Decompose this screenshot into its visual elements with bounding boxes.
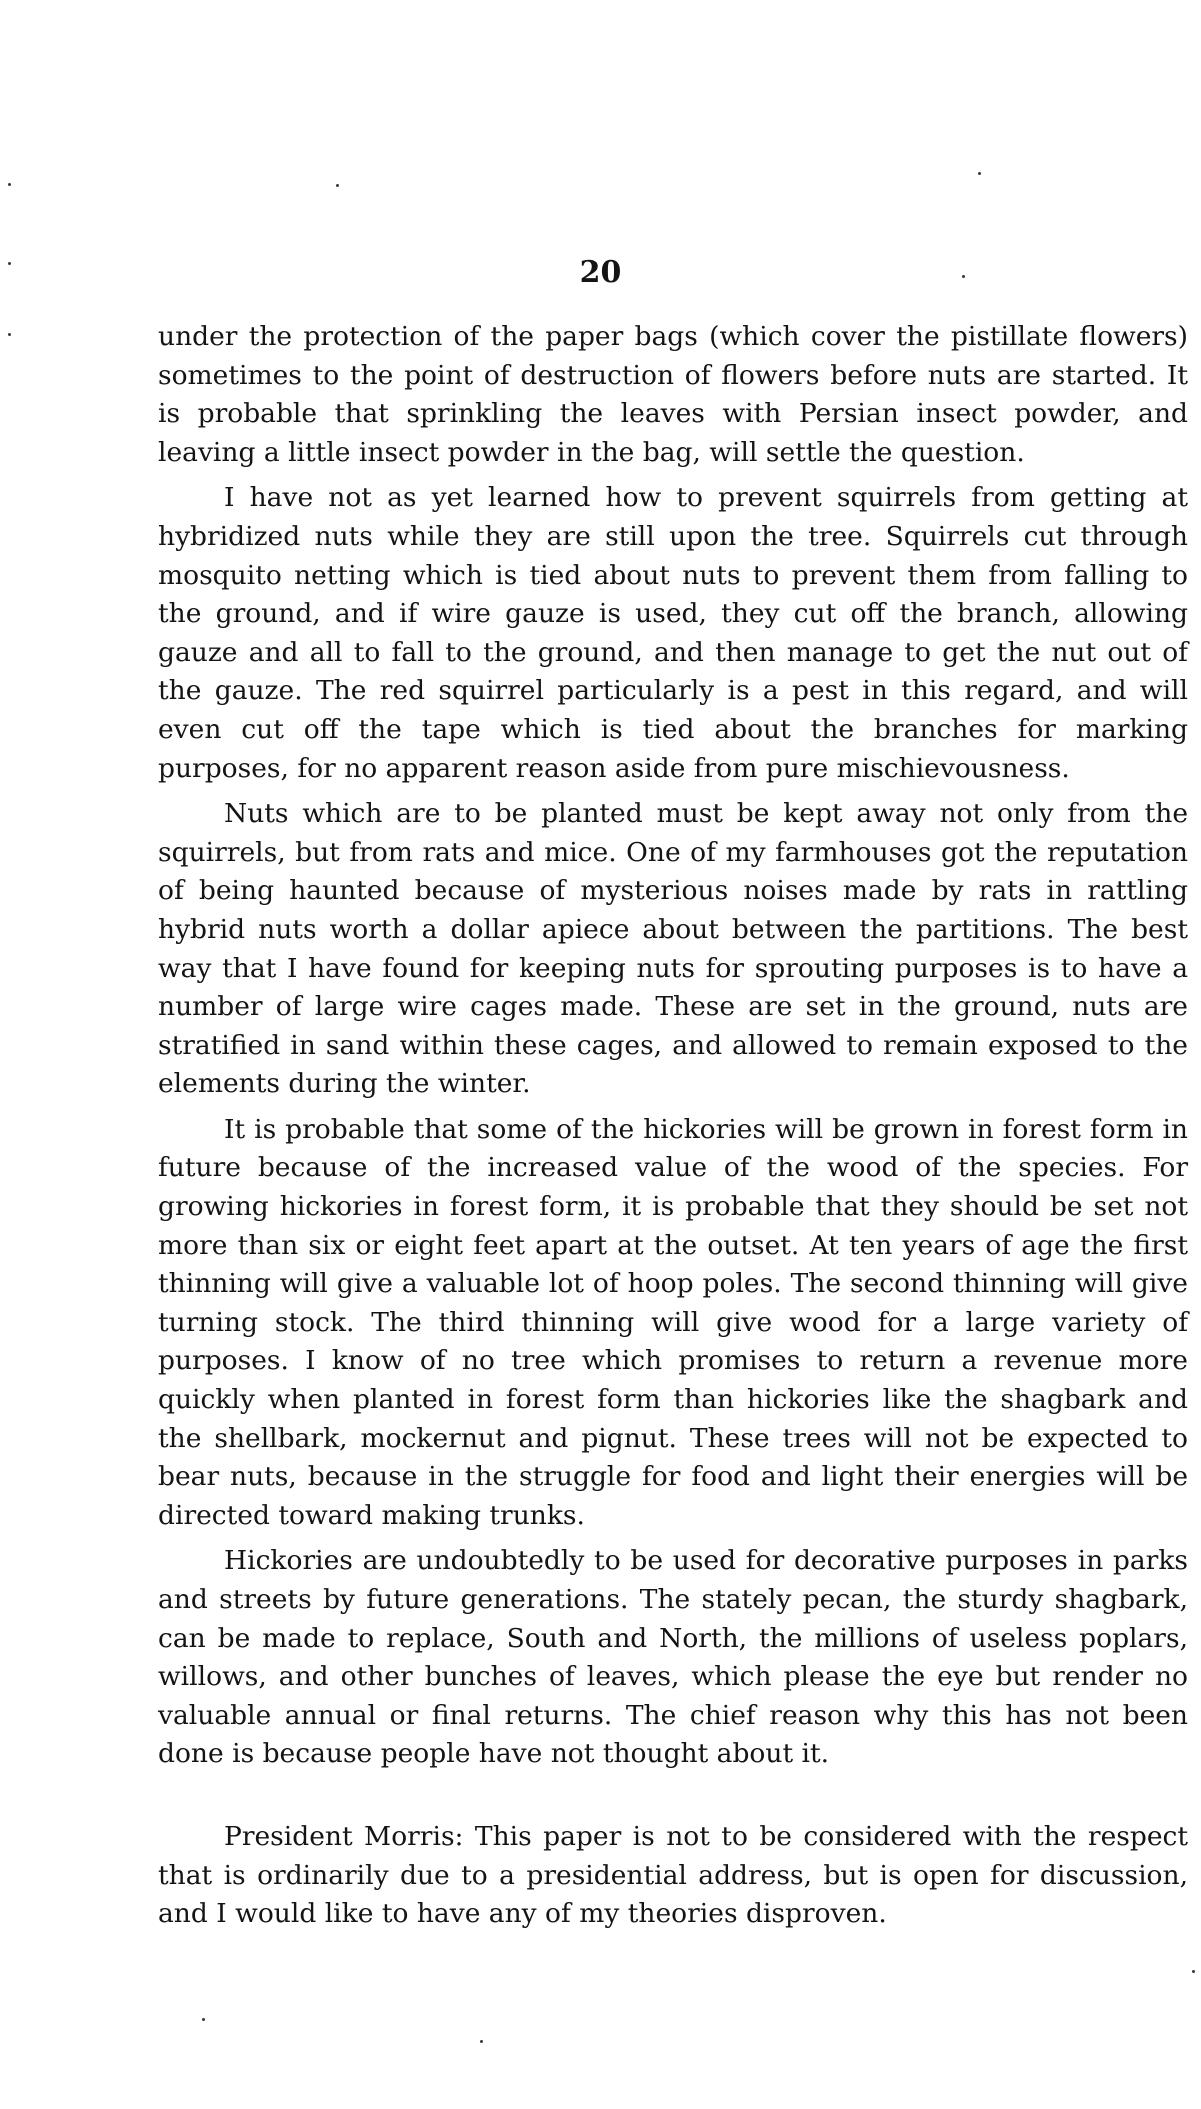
body-text — [158, 318, 1188, 1941]
scan-speck — [202, 2018, 205, 2021]
paragraph-continuation: under the protection of the paper bags (which cover the pistillate flowers) sometimes to the point of destruction of flowers before nuts are started. It is probable that sprinkling the leaves with Persian insect powder, and leaving a little insect powder in the bag, will settle the question. — [158, 321, 1188, 468]
scan-speck — [8, 333, 11, 336]
paragraph-squirrels: I have not as yet learned how to prevent squirrels from getting at hybridized nuts while they are still upon the tree. Squirrels cut through mosquito netting which is tied about nuts to prevent them from falling to the ground, and if wire gauze is used, they cut off the branch, allowing gauze and all to fall to the ground, and then manage to get the nut out of the gauze. The red squirrel particularly is a pest in this regard, and will even cut off the tape which is tied about the branches for marking purposes, for no apparent reason aside from pure mischievousness. — [158, 482, 1188, 784]
paragraph-president-morris: President Morris: This paper is not to be considered with the respect that is ordinarily due to a presidential address, but is open for discussion, and I would like to have any of my theories disproven. — [158, 1820, 1188, 1930]
paragraph-decorative-purposes: Hickories are undoubtedly to be used for decorative purposes in parks and streets by future generations. The stately pecan, the sturdy shagbark, can be made to replace, South and North, the millions of useless poplars, willows, and other bunches of leaves, which please the eye but render no valuable annual or final returns. The chief reason why this has not been done is because people have not thought about it. — [158, 1545, 1188, 1770]
scan-speck — [962, 275, 965, 278]
page-number: 20 — [579, 255, 622, 290]
scan-speck — [336, 184, 339, 187]
scan-speck — [8, 262, 11, 265]
scan-speck — [978, 172, 981, 175]
scan-speck — [8, 183, 11, 186]
scan-speck — [480, 2040, 483, 2043]
paragraph-rats-and-mice: Nuts which are to be planted must be kept away not only from the squirrels, but from rats and mice. One of my farmhouses got the reputation of being haunted because of mysterious noises made by rats in rattling hybrid nuts worth a dollar apiece about between the partitions. The best way that I have found for keeping nuts for sprouting purposes is to have a number of large wire cages made. These are set in the ground, nuts are stratified in sand within these cages, and allowed to remain exposed to the elements during the winter. — [158, 798, 1188, 1100]
paragraph-forest-form: It is probable that some of the hickories will be grown in forest form in future because of the increased value of the wood of the species. For growing hickories in forest form, it is probable that they should be set not more than six or eight feet apart at the outset. At ten years of age the first thinning will give a valuable lot of hoop poles. The second thinning will give turning stock. The third thinning will give wood for a large variety of purposes. I know of no tree which promises to return a revenue more quickly when planted in forest form than hickories like the shagbark and the shellbark, mockernut and pignut. These trees will not be expected to bear nuts, because in the struggle for food and light their energies will be directed toward making trunks. — [158, 1113, 1188, 1531]
scan-speck — [1192, 1970, 1195, 1973]
